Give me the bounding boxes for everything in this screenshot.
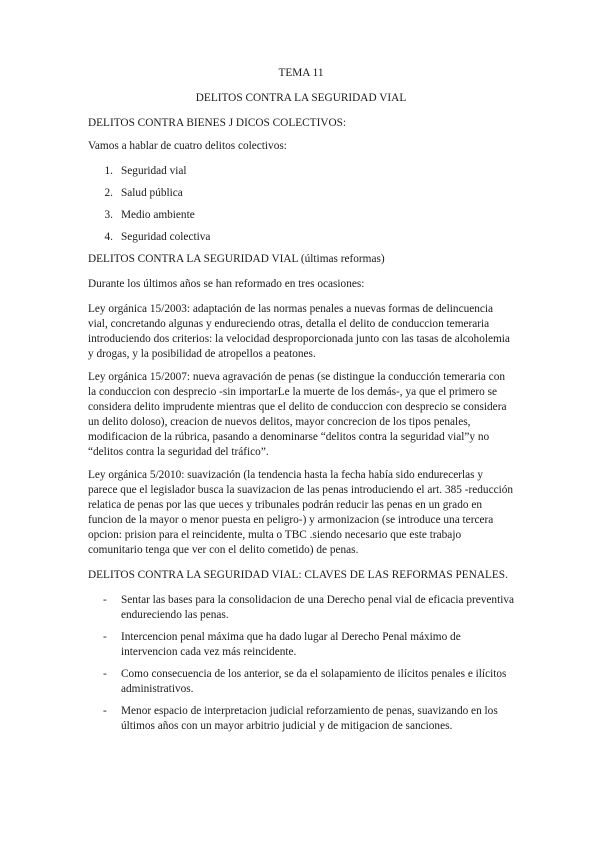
- list-item-text: Intercencion penal máxima que ha dado lugar al Derecho Penal máximo de intervencion cada vez más reincidente.: [121, 631, 461, 658]
- list-item-text: Sentar las bases para la consolidacion de una Derecho penal vial de eficacia preventiva endureciendo las penas.: [121, 594, 515, 621]
- paragraph-lo-15-2003: Ley orgánica 15/2003: adaptación de las normas penales a nuevas formas de delincuencia vial, concretando algunas y endureciendo otras, detalla el delito de conduccion temeraria introduciendo dos criterios: la velocidad desproporcionada junto con las tasas de alcoholemia y drogas, y la posibilidad de atropellos a peatones.: [88, 303, 510, 360]
- section-heading-reformas: DELITOS CONTRA LA SEGURIDAD VIAL (últimas reformas): [88, 253, 385, 265]
- list-item-number: 3.: [104, 209, 113, 221]
- list-item-number: 1.: [104, 165, 113, 177]
- list-item-text: Seguridad vial: [121, 165, 187, 177]
- list-item: [88, 208, 514, 223]
- list-item: [88, 704, 514, 734]
- dash-bullet: -: [103, 594, 107, 606]
- document-body: [88, 66, 514, 741]
- list-item-text: Salud pública: [121, 187, 183, 199]
- list-item-text: Seguridad colectiva: [121, 231, 211, 243]
- list-item-number: 4.: [104, 231, 113, 243]
- dash-bullet: -: [103, 705, 107, 717]
- section-heading-bienes: DELITOS CONTRA BIENES J DICOS COLECTIVOS:: [88, 117, 347, 129]
- list-item: [88, 667, 514, 697]
- dash-bullet: -: [103, 668, 107, 680]
- list-item: [88, 593, 514, 623]
- list-item: [88, 186, 514, 201]
- section-heading-claves: DELITOS CONTRA LA SEGURIDAD VIAL: CLAVES DE LAS REFORMAS PENALES.: [88, 569, 508, 581]
- list-item-text: Como consecuencia de los anterior, se da el solapamiento de ilícitos penales e ilícitos administrativos.: [121, 668, 507, 695]
- paragraph-lo-5-2010: Ley orgánica 5/2010: suavización (la tendencia hasta la fecha había sido endurecerlas y parece que el legislador busca la suavizacion de las penas introduciendo el art. 385 -reducción relatica de penas por las que ueces y tribunales podrán reducir las penas en un grado en funcion de la mayor o menor puesta en peligro-) y armonizacion (se introduce una tercera opcion: prision para el reincidente, multa o TBC .siendo necesario que este trabajo comunitario tenga que ver con el delito cometido) de penas.: [88, 469, 514, 556]
- list-item: [88, 230, 514, 245]
- list-item-number: 2.: [104, 187, 113, 199]
- document-subtitle: DELITOS CONTRA LA SEGURIDAD VIAL: [195, 92, 407, 104]
- reformas-intro: Durante los últimos años se han reformado en tres ocasiones:: [88, 278, 365, 290]
- list-item: [88, 164, 514, 179]
- document-title: TEMA 11: [278, 67, 324, 79]
- list-item-text: Medio ambiente: [121, 209, 195, 221]
- intro-text: Vamos a hablar de cuatro delitos colectivos:: [88, 140, 287, 152]
- list-item-text: Menor espacio de interpretacion judicial reforzamiento de penas, suavizando en los últimos años con un mayor arbitrio judicial y de mitigacion de sanciones.: [121, 705, 498, 732]
- list-item: [88, 630, 514, 660]
- dash-list: [88, 593, 514, 734]
- paragraph-lo-15-2007: Ley orgánica 15/2007: nueva agravación de penas (se distingue la conducción temeraria con la conduccion con desprecio -sin importarLe la muerte de los demás-, ya que el primero se considera delito imprudente mientras que el delito de conduccion con desprecio se considera un delito doloso), creacion de nuevos delitos, mayor concrecion de los tipos penales, modificacion de la rúbrica, pasando a denominarse “delitos contra la seguridad vial”y no “delitos contra la seguridad del tráfico”.: [88, 371, 507, 458]
- numbered-list: [88, 164, 514, 245]
- dash-bullet: -: [103, 631, 107, 643]
